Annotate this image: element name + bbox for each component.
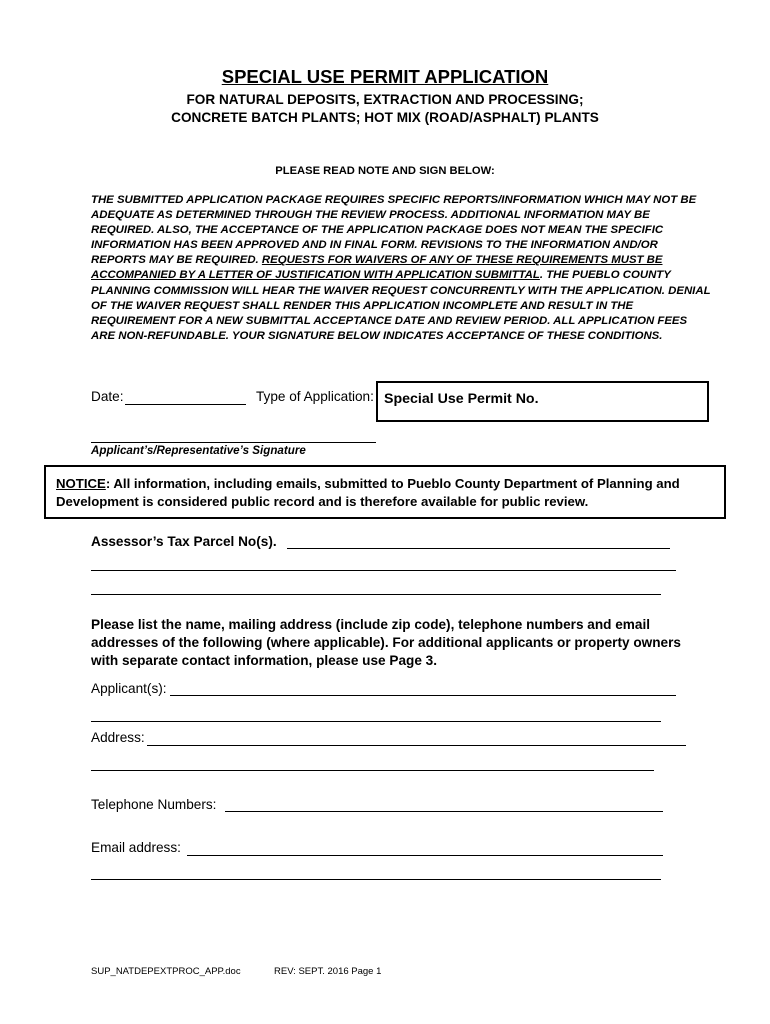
form-subtitle-line1: FOR NATURAL DEPOSITS, EXTRACTION AND PROCESSING; <box>186 92 584 107</box>
address-label: Address: <box>91 730 145 745</box>
contact-instructions: Please list the name, mailing address (include zip code), telephone numbers and email addresses of the following (where applicable). For additional applicants or property owners with separate contact information, please use Page 3. <box>91 617 681 668</box>
parcel-field[interactable] <box>287 548 670 549</box>
footer-filename: SUP_NATDEPEXTPROC_APP.doc <box>91 966 241 977</box>
email-field[interactable] <box>187 855 663 856</box>
telephone-field[interactable] <box>225 811 663 812</box>
conditions-notice <box>91 193 711 344</box>
footer-revision: REV: SEPT. 2016 Page 1 <box>274 966 382 977</box>
public-record-notice-box <box>44 465 726 519</box>
email-label: Email address: <box>91 840 181 855</box>
conditions-notice-text-1: THE SUBMITTED APPLICATION PACKAGE REQUIRES SPECIFIC REPORTS/INFORMATION WHICH MAY NOT BE ADEQUATE AS DETERMINED THROUGH THE REVIEW PROCESS. ADDITIONAL INFORMATION MAY BE REQUIRED. ALSO, THE ACCEPTANCE OF THE APPLICATION PACKAGE DOES NOT MEAN THE SPECIFIC INFORMATION HAS BEEN APPROVED AND IN FINAL FORM. REVISIONS TO THE INFORMATION AND/OR REPORTS MAY BE REQUIRED. <box>91 194 697 267</box>
permit-number-label: Special Use Permit No. <box>384 391 539 407</box>
parcel-field-line-2[interactable] <box>91 570 676 571</box>
applicant-field[interactable] <box>170 695 676 696</box>
form-subtitle-line2: CONCRETE BATCH PLANTS; HOT MIX (ROAD/ASPHALT) PLANTS <box>171 110 599 125</box>
telephone-label: Telephone Numbers: <box>91 797 217 812</box>
date-field[interactable] <box>125 404 246 405</box>
signature-label: Applicant’s/Representative’s Signature <box>91 444 306 457</box>
signature-field[interactable] <box>91 442 376 443</box>
applicant-field-line-2[interactable] <box>91 721 661 722</box>
address-field[interactable] <box>147 745 686 746</box>
application-type-label: Type of Application: <box>256 389 374 404</box>
applicant-label: Applicant(s): <box>91 681 167 696</box>
waiver-requirement-text: REQUESTS FOR WAIVERS OF ANY OF THESE REQUIREMENTS MUST BE ACCOMPANIED BY A LETTER OF JUSTIFICATION WITH APPLICATION SUBMITTAL <box>91 254 663 282</box>
notice-body: : All information, including emails, submitted to Pueblo County Department of Planning and Development is considered public record and is therefore available for public review. <box>56 476 680 509</box>
email-field-line-2[interactable] <box>91 879 661 880</box>
form-title: SPECIAL USE PERMIT APPLICATION <box>221 66 549 87</box>
please-read-heading: PLEASE READ NOTE AND SIGN BELOW: <box>275 165 495 177</box>
parcel-label: Assessor’s Tax Parcel No(s). <box>91 534 277 549</box>
date-label: Date: <box>91 389 124 404</box>
parcel-field-line-3[interactable] <box>91 594 661 595</box>
notice-heading: NOTICE <box>56 476 106 491</box>
public-record-notice-text <box>56 475 718 511</box>
conditions-notice-text-2: . THE PUEBLO COUNTY PLANNING COMMISSION WILL HEAR THE WAIVER REQUEST CONCURRENTLY WITH THE APPLICATION. DENIAL OF THE WAIVER REQUEST SHALL RENDER THIS APPLICATION INCOMPLETE AND RESULT IN THE REQUIREMENT FOR A NEW SUBMITTAL ACCEPTANCE DATE AND REVIEW PERIOD. ALL APPLICATION FEES ARE NON-REFUNDABLE. YOUR SIGNATURE BELOW INDICATES ACCEPTANCE OF THESE CONDITIONS. <box>91 269 711 342</box>
permit-number-box[interactable] <box>376 381 709 422</box>
address-field-line-2[interactable] <box>91 770 654 771</box>
